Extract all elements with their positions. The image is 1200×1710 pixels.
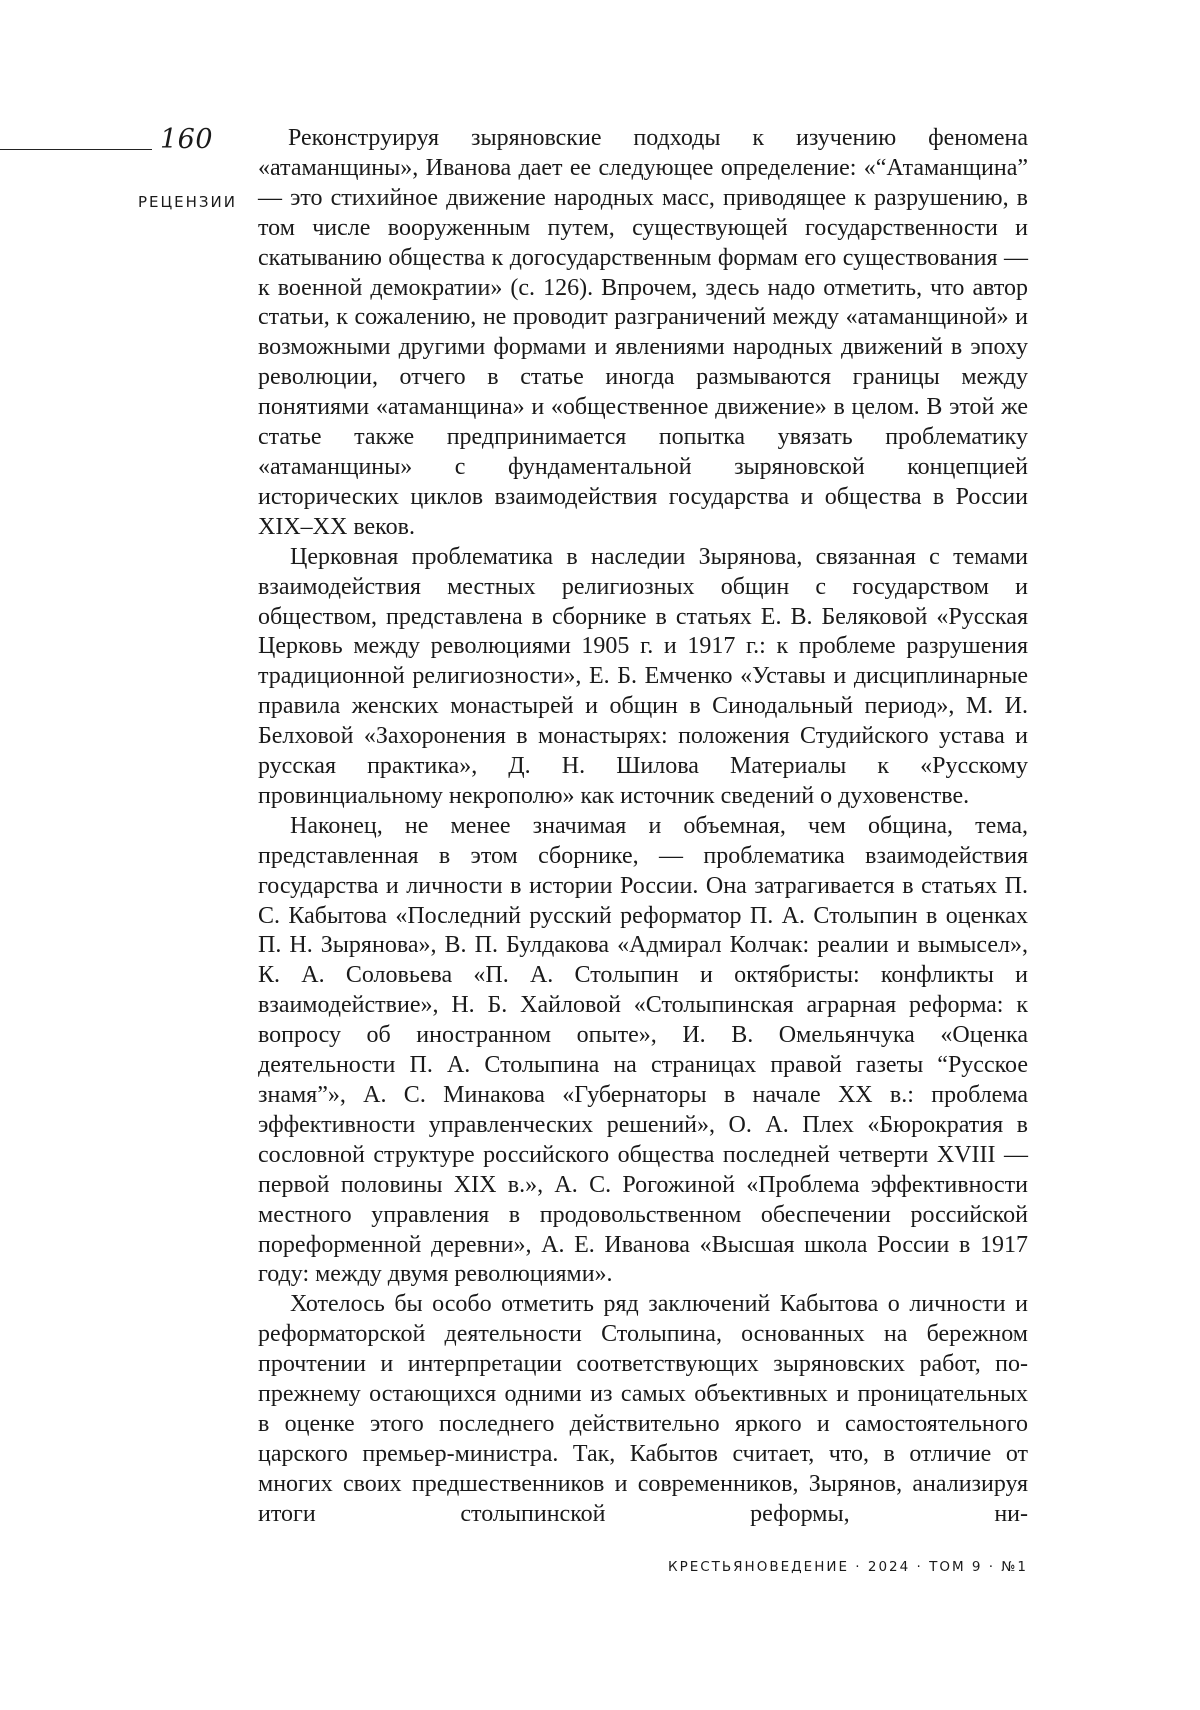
body-text — [258, 124, 1028, 1530]
page-number: 160 — [160, 124, 213, 155]
paragraph-atamanshchina: Реконструируя зыряновские подходы к изучению феномена «атаманщины», Иванова дает ее следующее определение: «“Атаманщина” — это стихийное движение народных масс, приводящее к разрушению, в том числе вооруженным путем, существующей государственности и скатыванию общества к догосударственным формам его существования — к военной демократии» (с. 126). Впрочем, здесь надо отметить, что автор статьи, к сожалению, не проводит разграничений между «атаманщиной» и возможными другими формами и явлениями народных движений в эпоху революции, отчего в статье иногда размываются границы между понятиями «атаманщина» и «общественное движение» в целом. В этой же статье также предпринимается попытка увязать проблематику «атаманщины» с фундаментальной зыряновской концепцией исторических циклов взаимодействия государства и общества в России XIX–XX веков. — [258, 124, 1028, 543]
paragraph-church: Церковная проблематика в наследии Зырянова, связанная с темами взаимодействия местных религиозных общин с государством и обществом, представлена в сборнике в статьях Е. В. Беляковой «Русская Церковь между революциями 1905 г. и 1917 г.: к проблеме разрушения традиционной религиозности», Е. Б. Емченко «Уставы и дисциплинарные правила женских монастырей и общин в Синодальный период», М. И. Белховой «Захоронения в монастырях: положения Студийского устава и русская практика», Д. Н. Шилова Материалы к «Русскому провинциальному некрополю» как источник сведений о духовенстве. — [258, 543, 1028, 812]
header-rule — [0, 149, 152, 150]
running-footer: КРЕСТЬЯНОВЕДЕНИЕ · 2024 · ТОМ 9 · №1 — [658, 1559, 1028, 1575]
paragraph-state-personality: Наконец, не менее значимая и объемная, чем община, тема, представленная в этом сборнике, — проблематика взаимодействия государства и личности в истории России. Она затрагивается в статьях П. С. Кабытова «Последний русский реформатор П. А. Столыпин в оценках П. Н. Зырянова», В. П. Булдакова «Адмирал Колчак: реалии и вымысел», К. А. Соловьева «П. А. Столыпин и октябристы: конфликты и взаимодействие», Н. Б. Хайловой «Столыпинская аграрная реформа: к вопросу об иностранном опыте», И. В. Омельянчука «Оценка деятельности П. А. Столыпина на страницах правой газеты “Русское знамя”», А. С. Минакова «Губернаторы в начале XX в.: проблема эффективности управленческих решений», О. А. Плех «Бюрократия в сословной структуре российского общества последней четверти XVIII — первой половины XIX в.», А. С. Рогожиной «Проблема эффективности местного управления в продовольственном обеспечении российской пореформенной деревни», А. Е. Иванова «Высшая школа России в 1917 году: между двумя революциями». — [258, 812, 1028, 1291]
section-label: РЕЦЕНЗИИ — [138, 193, 237, 211]
document-page — [0, 0, 1200, 1710]
paragraph-kabytov: Хотелось бы особо отметить ряд заключений Кабытова о личности и реформаторской деятельности Столыпина, основанных на бережном прочтении и интерпретации соответствующих зыряновских работ, по-прежнему остающихся одними из самых объективных и проницательных в оценке этого последнего действительно яркого и самостоятельного царского премьер-министра. Так, Кабытов считает, что, в отличие от многих своих предшественников и современников, Зырянов, анализируя итоги столыпинской реформы, ни- — [258, 1290, 1028, 1529]
